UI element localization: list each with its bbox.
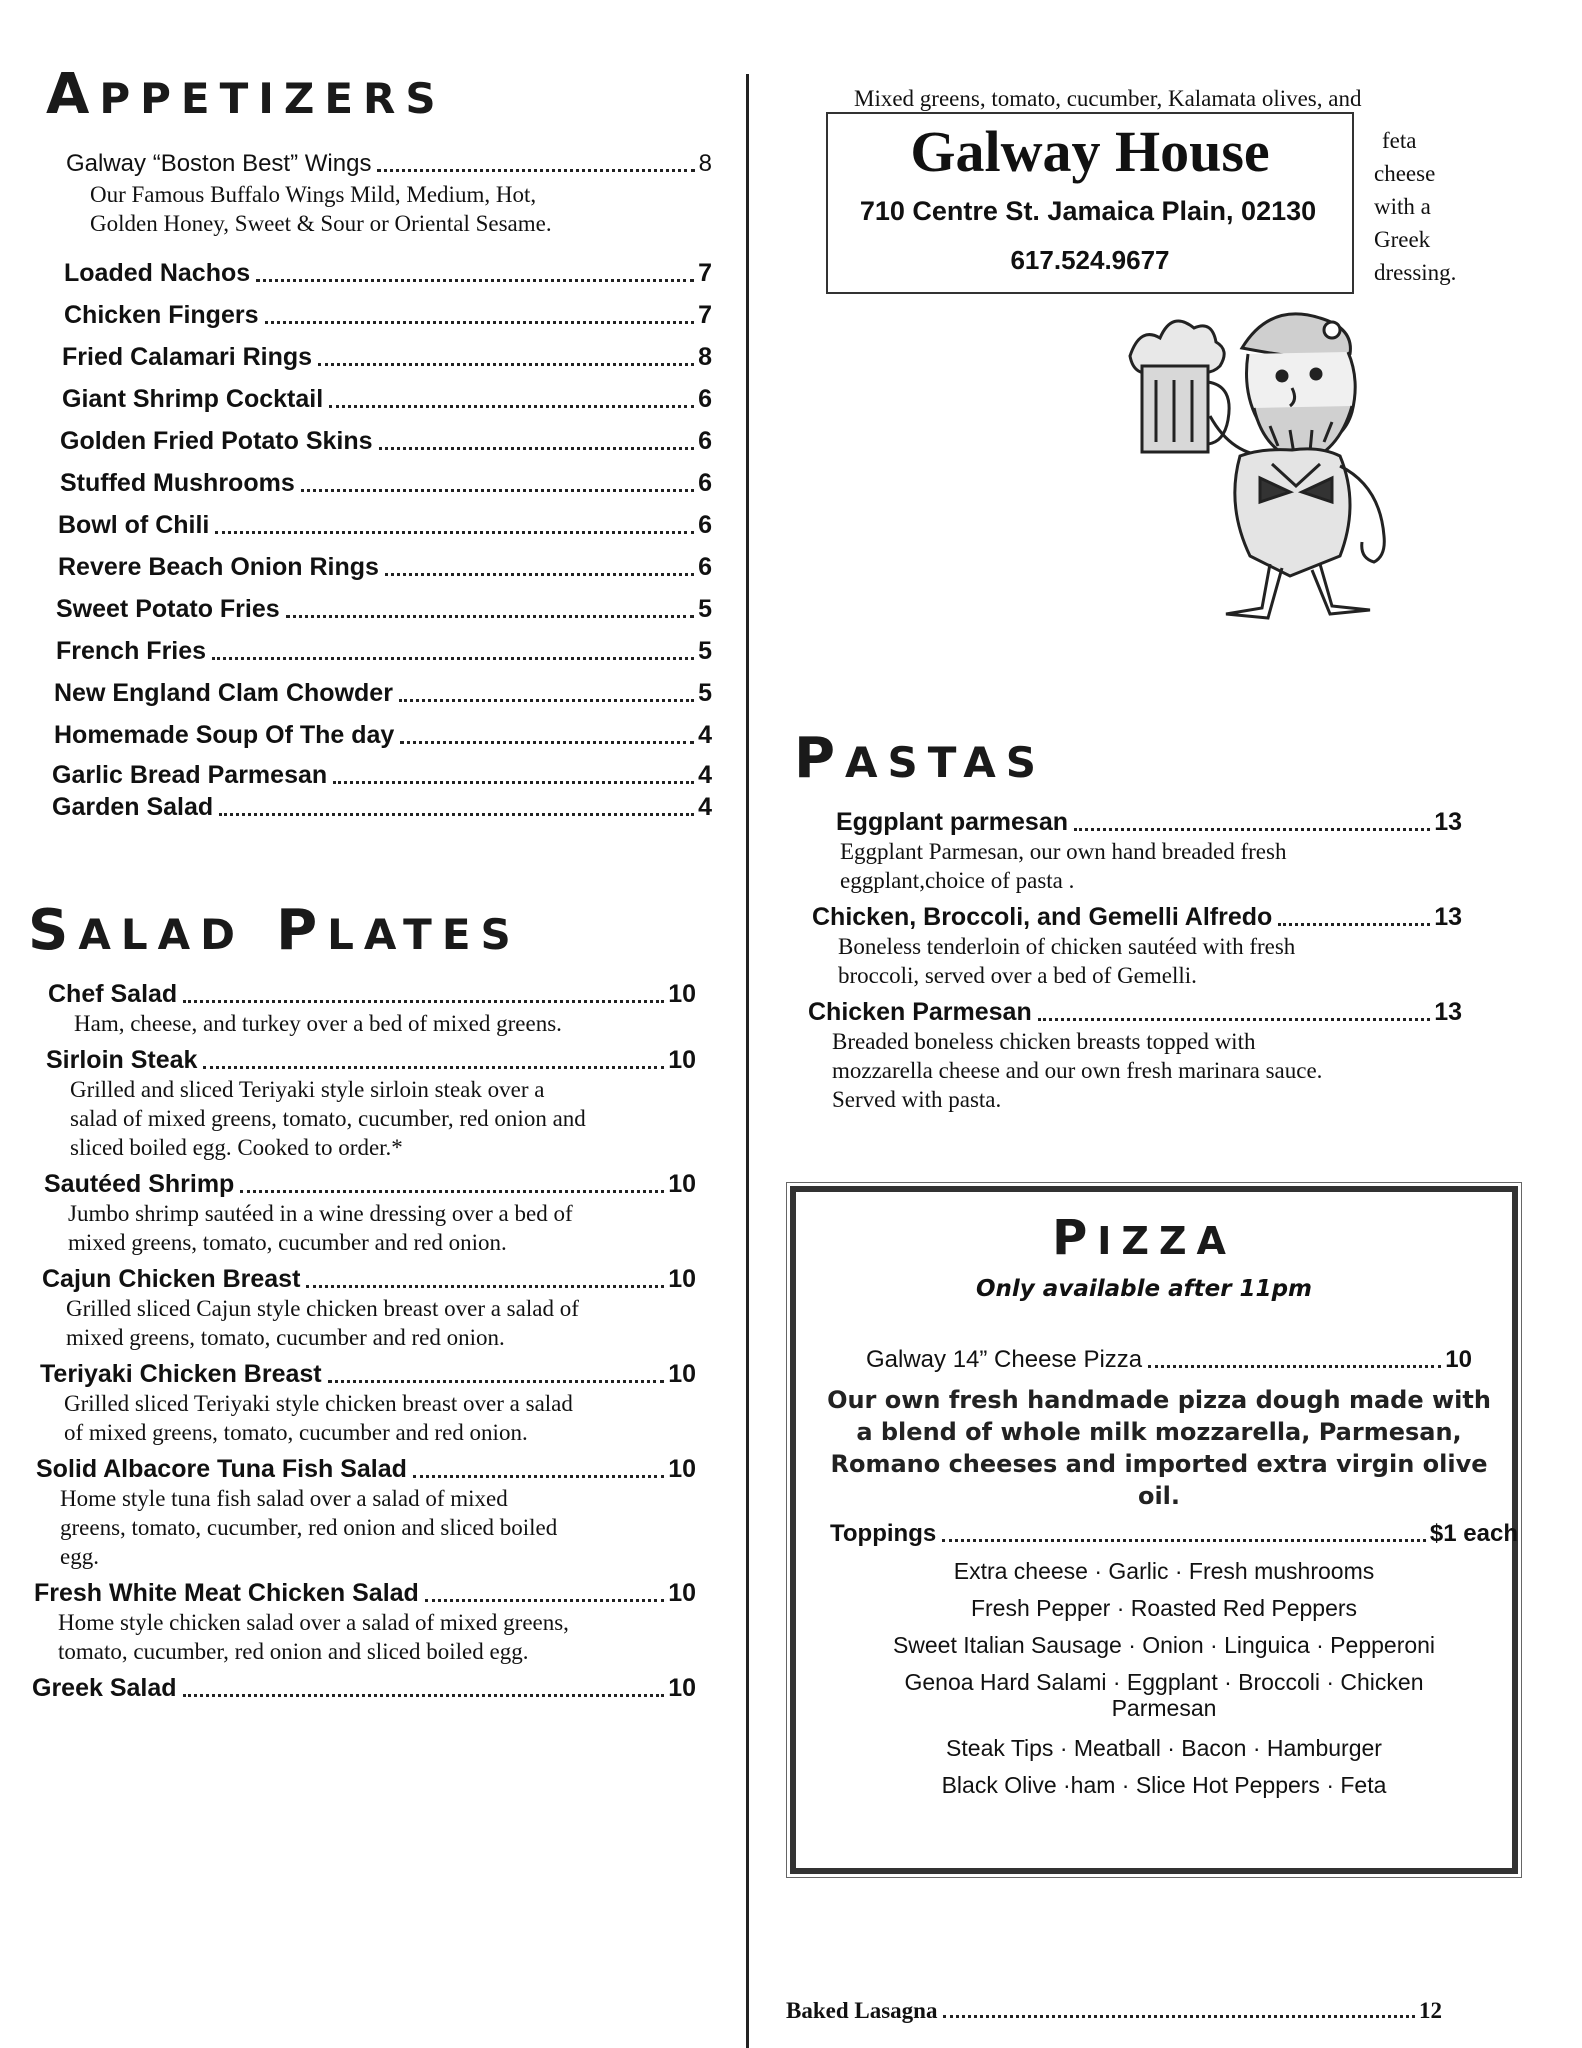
salads-list [30, 980, 696, 1703]
dot-leader [942, 1539, 1426, 1542]
menu-item [54, 708, 712, 750]
dot-leader [1074, 828, 1430, 831]
item-price: 8 [698, 343, 712, 371]
dot-leader [425, 1599, 664, 1602]
menu-item [52, 790, 712, 822]
menu-item [40, 1360, 696, 1389]
topping-line: Sweet Italian Sausage · Onion · Linguica · Pepperoni [892, 1632, 1436, 1658]
menu-item [56, 582, 712, 624]
salad-title-rest2: LATES [327, 910, 521, 959]
menu-item [44, 1170, 696, 1199]
item-price: 6 [698, 553, 712, 581]
menu-item [48, 980, 696, 1009]
item-name: Giant Shrimp Cocktail [62, 385, 324, 413]
menu-item [32, 1674, 696, 1703]
dot-leader [183, 1000, 664, 1003]
item-price: 6 [698, 511, 712, 539]
menu-item [42, 1265, 696, 1294]
restaurant-header-box [826, 112, 1354, 294]
menu-item [34, 1579, 696, 1608]
menu-item [56, 624, 712, 666]
toppings-list [816, 1558, 1512, 1799]
item-name: French Fries [56, 637, 207, 665]
item-description: Breaded boneless chicken breasts topped with mozzarella cheese and our own fresh marinara sauce. Served with pasta. [832, 1029, 1323, 1112]
salad-title-rest1: ALAD [78, 910, 245, 959]
greek-desc-line: feta [1382, 128, 1417, 153]
item-name: Chef Salad [48, 980, 178, 1008]
menu-item [66, 150, 712, 178]
appetizers-title [46, 62, 446, 127]
dot-leader [318, 363, 694, 366]
dot-leader [329, 405, 694, 408]
item-price: 7 [698, 259, 712, 287]
menu-item [58, 498, 712, 540]
item-price: 6 [698, 427, 712, 455]
item-description: Eggplant Parmesan, our own hand breaded fresh eggplant,choice of pasta . [840, 839, 1287, 893]
leprechaun-mascot-illustration [1120, 296, 1420, 626]
dot-leader [183, 1694, 665, 1697]
item-price: 13 [1434, 998, 1462, 1026]
menu-item [836, 808, 1462, 837]
appetizers-list [52, 150, 712, 822]
greek-desc-line: with a [1374, 194, 1431, 219]
dot-leader [413, 1475, 664, 1478]
menu-item [58, 540, 712, 582]
item-name: Cajun Chicken Breast [42, 1265, 301, 1293]
topping-line: Black Olive ·ham · Slice Hot Peppers · Feta [941, 1772, 1387, 1798]
pizza-title [776, 1210, 1512, 1266]
item-name: Garden Salad [52, 793, 214, 821]
dot-leader [400, 741, 694, 744]
item-name: Sirloin Steak [46, 1046, 198, 1074]
greek-desc-line: cheese [1374, 161, 1436, 186]
topping-line: Genoa Hard Salami · Eggplant · Broccoli · Chicken Parmesan [904, 1669, 1424, 1721]
item-price: 10 [1445, 1346, 1472, 1373]
lasagna-item [786, 1998, 1442, 2024]
item-name: Sautéed Shrimp [44, 1170, 235, 1198]
dot-leader [943, 2015, 1415, 2018]
item-price: 4 [698, 793, 712, 821]
dot-leader [286, 615, 694, 618]
greek-desc-line: dressing. [1374, 260, 1457, 285]
item-price: 6 [698, 469, 712, 497]
item-name: Galway 14” Cheese Pizza [866, 1346, 1143, 1373]
dot-leader [215, 531, 694, 534]
item-name: Garlic Bread Parmesan [52, 761, 328, 789]
item-price: 10 [668, 1455, 696, 1483]
menu-item [36, 1455, 696, 1484]
item-description: Boneless tenderloin of chicken sautéed with fresh broccoli, served over a bed of Gemelli. [838, 934, 1296, 988]
restaurant-phone: 617.524.9677 [1010, 245, 1170, 275]
restaurant-address: 710 Centre St. Jamaica Plain, 02130 [859, 196, 1317, 226]
pizza-description: Our own fresh handmade pizza dough made with a blend of whole milk mozzarella, Parmesan, Romano cheeses and imported extra virgin olive oil. [827, 1386, 1491, 1510]
menu-item [46, 1046, 696, 1075]
item-name: Revere Beach Onion Rings [58, 553, 379, 581]
dot-leader [306, 1285, 664, 1288]
dot-leader [1038, 1018, 1430, 1021]
item-price: 5 [698, 679, 712, 707]
item-price: 10 [668, 980, 696, 1008]
dot-leader [212, 657, 694, 660]
item-price: 10 [668, 1579, 696, 1607]
menu-item [60, 414, 712, 456]
dot-leader [333, 781, 694, 784]
column-divider [746, 74, 749, 2048]
topping-line: Steak Tips · Meatball · Bacon · Hamburger [946, 1735, 1382, 1761]
item-description: Jumbo shrimp sautéed in a wine dressing over a bed of mixed greens, tomato, cucumber and red onion. [68, 1201, 573, 1255]
item-description: Home style tuna fish salad over a salad of mixed greens, tomato, cucumber, red onion and sliced boiled egg. [60, 1486, 558, 1569]
salad-plates-title [28, 898, 521, 963]
dot-leader [328, 1380, 665, 1383]
dot-leader [203, 1066, 664, 1069]
item-name: Sweet Potato Fries [56, 595, 280, 623]
greek-desc-line: Greek [1374, 227, 1431, 252]
item-name: Solid Albacore Tuna Fish Salad [36, 1455, 407, 1483]
dot-leader [377, 169, 694, 172]
menu-item [808, 998, 1462, 1027]
restaurant-name: Galway House [910, 119, 1270, 184]
item-description: Our Famous Buffalo Wings Mild, Medium, Hot, Golden Honey, Sweet & Sour or Oriental Sesame. [90, 182, 552, 236]
dot-leader [385, 573, 694, 576]
item-price: 7 [698, 301, 712, 329]
menu-item [812, 903, 1462, 932]
item-name: Fried Calamari Rings [62, 343, 313, 371]
dot-leader [240, 1190, 664, 1193]
item-name: Homemade Soup Of The day [54, 721, 395, 749]
pizza-title-cap: P [1052, 1210, 1098, 1266]
item-description: Ham, cheese, and turkey over a bed of mixed greens. [74, 1011, 562, 1036]
item-description: Grilled sliced Teriyaki style chicken breast over a salad of mixed greens, tomato, cucumber and red onion. [64, 1391, 573, 1445]
item-name: Stuffed Mushrooms [60, 469, 295, 497]
pastas-title [794, 726, 1046, 791]
dot-leader [1148, 1365, 1441, 1368]
dot-leader [219, 813, 694, 816]
item-price: 5 [698, 595, 712, 623]
dot-leader [379, 447, 695, 450]
menu-item [64, 288, 712, 330]
item-name: Fresh White Meat Chicken Salad [34, 1579, 419, 1607]
pizza-item [866, 1346, 1472, 1374]
item-name: Chicken Parmesan [808, 998, 1032, 1026]
pastas-title-rest: ASTAS [845, 738, 1046, 787]
menu-item [54, 666, 712, 708]
toppings-price: $1 each [1429, 1520, 1518, 1547]
item-name: Loaded Nachos [64, 259, 251, 287]
salad-title-cap1: S [28, 898, 79, 963]
item-price: 10 [668, 1046, 696, 1074]
topping-line: Fresh Pepper · Roasted Red Peppers [970, 1595, 1358, 1621]
appetizers-title-cap: A [46, 62, 100, 127]
item-name: Galway “Boston Best” Wings [66, 150, 372, 177]
dot-leader [265, 321, 695, 324]
item-price: 12 [1419, 1998, 1442, 2023]
appetizers-title-rest: PPETIZERS [99, 74, 446, 123]
item-name: Bowl of Chili [58, 511, 210, 539]
item-price: 4 [698, 761, 712, 789]
item-price: 13 [1434, 903, 1462, 931]
item-price: 10 [668, 1170, 696, 1198]
pizza-availability: Only available after 11pm [976, 1276, 1312, 1302]
item-price: 10 [668, 1674, 696, 1702]
leprechaun-mascot-svg [1120, 296, 1420, 626]
greek-salad-desc-side [1374, 124, 1456, 289]
item-name: Greek Salad [32, 1674, 177, 1702]
item-name: Teriyaki Chicken Breast [40, 1360, 322, 1388]
menu-item [60, 456, 712, 498]
item-name: Chicken Fingers [64, 301, 259, 329]
menu-item [64, 246, 712, 288]
item-name: Baked Lasagna [786, 1998, 938, 2023]
salad-title-cap2: P [276, 898, 328, 963]
pastas-title-cap: P [794, 726, 846, 791]
menu-item [52, 750, 712, 790]
item-price: 6 [698, 385, 712, 413]
item-name: Golden Fried Potato Skins [60, 427, 373, 455]
toppings-row [830, 1520, 1518, 1548]
item-name: Eggplant parmesan [836, 808, 1068, 836]
item-price: 8 [698, 150, 712, 177]
item-price: 13 [1434, 808, 1462, 836]
pastas-list [806, 808, 1462, 1114]
item-price: 10 [668, 1360, 696, 1388]
dot-leader [256, 279, 694, 282]
toppings-label: Toppings [830, 1520, 937, 1547]
item-description: Grilled and sliced Teriyaki style sirloin steak over a salad of mixed greens, tomato, cucumber, red onion and sliced boiled egg. Cooked to order.* [70, 1077, 586, 1160]
topping-line: Extra cheese · Garlic · Fresh mushrooms [953, 1558, 1375, 1584]
menu-item [62, 372, 712, 414]
item-description: Grilled sliced Cajun style chicken breast over a salad of mixed greens, tomato, cucumber and red onion. [66, 1296, 579, 1350]
pizza-box [790, 1186, 1518, 1874]
menu-item [62, 330, 712, 372]
item-description: Home style chicken salad over a salad of mixed greens, tomato, cucumber, red onion and sliced boiled egg. [58, 1610, 569, 1664]
item-name: New England Clam Chowder [54, 679, 393, 707]
item-price: 10 [668, 1265, 696, 1293]
item-name: Chicken, Broccoli, and Gemelli Alfredo [812, 903, 1273, 931]
pizza-title-rest: IZZA [1097, 1219, 1236, 1263]
item-price: 5 [698, 637, 712, 665]
dot-leader [1278, 923, 1430, 926]
dot-leader [301, 489, 694, 492]
greek-salad-desc-top: Mixed greens, tomato, cucumber, Kalamata olives, and [854, 86, 1362, 111]
item-price: 4 [698, 721, 712, 749]
dot-leader [399, 699, 694, 702]
